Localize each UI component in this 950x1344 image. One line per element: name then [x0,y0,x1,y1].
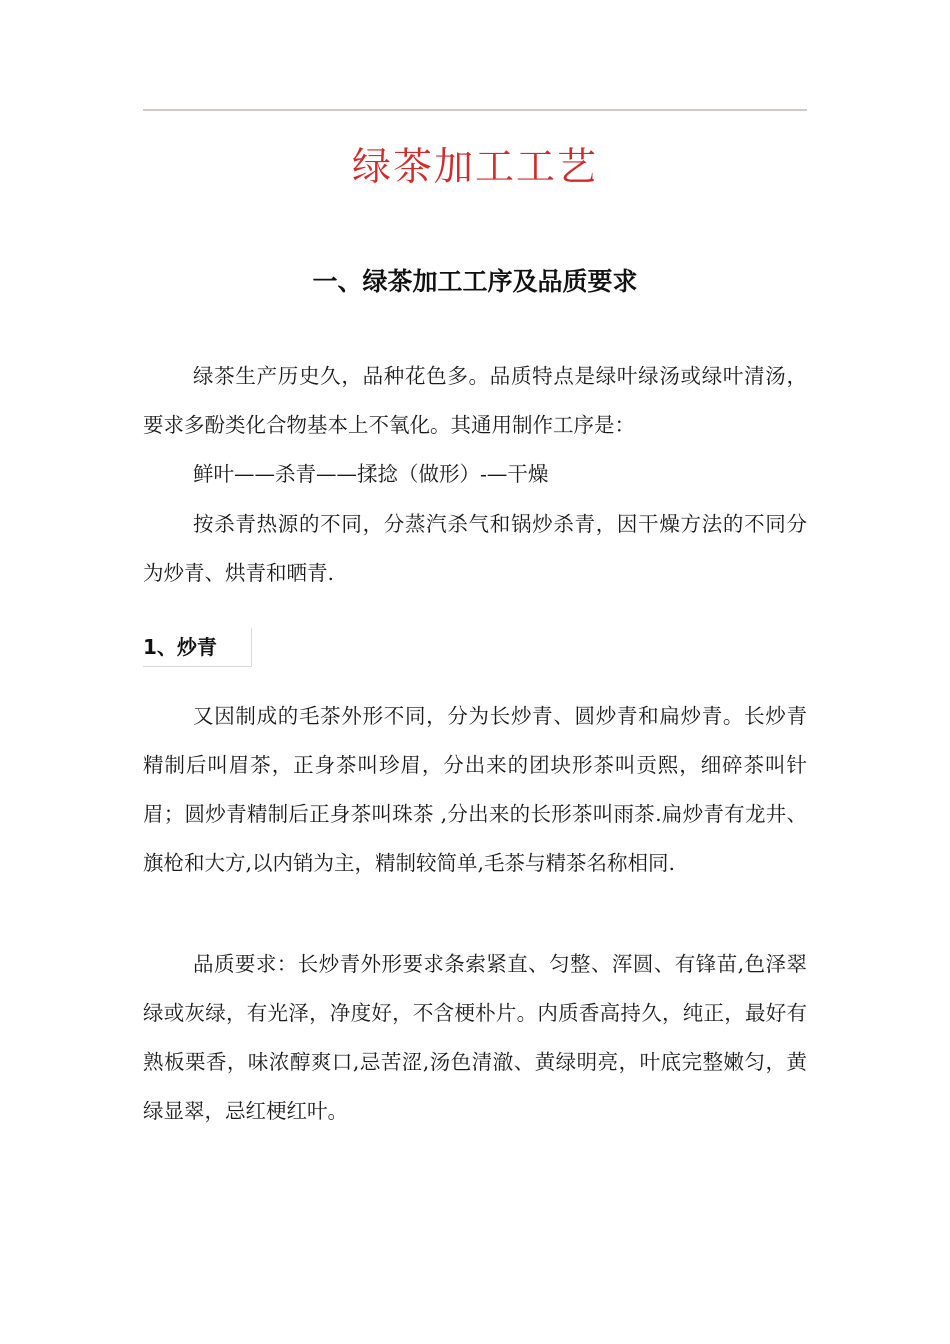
top-divider [143,109,807,111]
intro-paragraph: 绿茶生产历史久，品种花色多。品质特点是绿叶绿汤或绿叶清汤，要求多酚类化合物基本上不氧化。其通用制作工序是： [143,364,807,437]
process-steps-paragraph: 鲜叶——杀青——揉捻（做形）-—干燥 [193,462,549,486]
quality-requirements-paragraph: 品质要求：长炒青外形要求条索紧直、匀整、浑圆、有锋苗,色泽翠绿或灰绿，有光泽，净度好，不含梗朴片。内质香高持久，纯正，最好有熟板栗香，味浓醇爽口,忌苦涩,汤色清澈、黄绿明亮，叶底完整嫩匀，黄绿显翠，忌红梗红叶。 [143,952,807,1123]
classification-paragraph: 按杀青热源的不同，分蒸汽杀气和锅炒杀青，因干燥方法的不同分为炒青、烘青和晒青. [143,512,807,585]
tea-types-paragraph: 又因制成的毛茶外形不同，分为长炒青、圆炒青和扁炒青。长炒青精制后叫眉茶，正身茶叫珍眉，分出来的团块形茶叫贡熙，细碎茶叫针眉；圆炒青精制后正身茶叫珠茶 ,分出来的长形茶叫雨茶.扁炒青有龙井、旗枪和大方,以内销为主，精制较简单,毛茶与精茶名称相同. [143,704,807,875]
section-heading: 一、绿茶加工工序及品质要求 [312,267,638,296]
document-title: 绿茶加工工艺 [351,145,598,190]
subsection-heading: 1、炒青 [143,635,217,659]
